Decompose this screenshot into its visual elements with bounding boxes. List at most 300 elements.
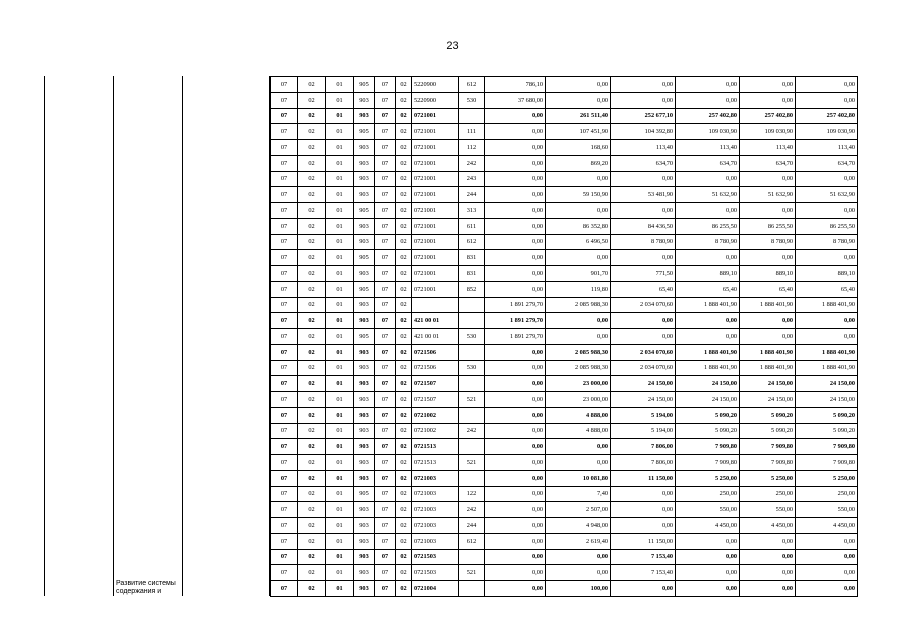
table-cell: 0,00 <box>546 92 611 108</box>
table-cell: 0,00 <box>546 439 611 455</box>
table-cell: 0,00 <box>485 218 546 234</box>
table-cell: 0,00 <box>611 250 676 266</box>
table-cell: 02 <box>396 407 412 423</box>
table-cell: 521 <box>459 392 485 408</box>
table-cell: 07 <box>375 171 396 187</box>
table-cell: 112 <box>459 140 485 156</box>
table-cell: 0721002 <box>412 423 459 439</box>
table-cell: 01 <box>326 486 354 502</box>
table-cell: 1 888 401,90 <box>796 297 858 313</box>
table-cell: 02 <box>396 297 412 313</box>
table-cell: 0,00 <box>796 313 858 329</box>
table-cell: 905 <box>354 250 375 266</box>
table-cell: 634,70 <box>611 155 676 171</box>
table-row <box>271 313 858 329</box>
table-cell: 0721513 <box>412 439 459 455</box>
table-cell: 7 909,80 <box>676 439 740 455</box>
table-cell: 07 <box>271 234 298 250</box>
table-cell: 6 496,50 <box>546 234 611 250</box>
table-cell: 07 <box>271 187 298 203</box>
table-cell: 0721001 <box>412 187 459 203</box>
table-row <box>271 470 858 486</box>
table-cell: 0,00 <box>740 203 796 219</box>
table-cell: 0,00 <box>676 533 740 549</box>
table-cell: 02 <box>396 581 412 597</box>
table-cell: 0,00 <box>676 581 740 597</box>
table-cell: 07 <box>271 565 298 581</box>
table-cell: 250,00 <box>796 486 858 502</box>
table-cell: 8 780,90 <box>740 234 796 250</box>
table-cell: 02 <box>396 533 412 549</box>
table-cell: 07 <box>375 266 396 282</box>
table-cell: 5 250,00 <box>676 470 740 486</box>
table-row <box>271 218 858 234</box>
table-row <box>271 455 858 471</box>
table-cell: 07 <box>271 376 298 392</box>
table-cell: 530 <box>459 92 485 108</box>
table-cell: 7 909,80 <box>740 455 796 471</box>
table-cell: 242 <box>459 155 485 171</box>
table-cell: 612 <box>459 533 485 549</box>
table-cell: 7,40 <box>546 486 611 502</box>
table-cell: 0,00 <box>611 486 676 502</box>
table-cell: 0,00 <box>611 203 676 219</box>
table-cell: 0721001 <box>412 234 459 250</box>
table-cell: 07 <box>271 108 298 124</box>
table-cell: 07 <box>375 140 396 156</box>
table-cell: 903 <box>354 407 375 423</box>
table-cell: 1 888 401,90 <box>740 297 796 313</box>
table-row <box>271 518 858 534</box>
table-cell: 0,00 <box>676 203 740 219</box>
table-cell: 02 <box>396 565 412 581</box>
table-cell: 903 <box>354 502 375 518</box>
table-cell: 0,00 <box>676 313 740 329</box>
table-cell: 612 <box>459 234 485 250</box>
table-cell: 0,00 <box>740 565 796 581</box>
table-cell: 0,00 <box>485 581 546 597</box>
table-cell: 0,00 <box>796 549 858 565</box>
table-cell: 07 <box>271 486 298 502</box>
table-cell: 07 <box>271 518 298 534</box>
table-cell: 0,00 <box>611 77 676 93</box>
table-cell: 5220900 <box>412 77 459 93</box>
table-cell: 07 <box>375 423 396 439</box>
table-cell: 02 <box>396 313 412 329</box>
table-cell: 07 <box>375 187 396 203</box>
table-cell: 07 <box>375 470 396 486</box>
table-cell: 02 <box>298 92 326 108</box>
table-cell: 889,10 <box>740 266 796 282</box>
table-cell: 01 <box>326 203 354 219</box>
table-cell <box>459 439 485 455</box>
table-cell: 02 <box>298 124 326 140</box>
table-row <box>271 439 858 455</box>
table-cell: 07 <box>271 502 298 518</box>
table-cell: 24 150,00 <box>796 376 858 392</box>
table-cell: 07 <box>271 77 298 93</box>
table-row <box>271 423 858 439</box>
table-row <box>271 203 858 219</box>
table-cell: 02 <box>298 313 326 329</box>
table-cell: 0,00 <box>740 77 796 93</box>
table-cell: 07 <box>271 218 298 234</box>
table-cell: 5 250,00 <box>796 470 858 486</box>
table-cell: 0721001 <box>412 281 459 297</box>
table-cell <box>459 108 485 124</box>
table-cell: 24 150,00 <box>611 376 676 392</box>
table-row <box>271 407 858 423</box>
table-cell: 831 <box>459 266 485 282</box>
table-cell: 611 <box>459 218 485 234</box>
table-cell: 01 <box>326 407 354 423</box>
table-cell: 07 <box>271 155 298 171</box>
table-cell: 02 <box>396 344 412 360</box>
table-cell: 0,00 <box>485 407 546 423</box>
table-cell: 02 <box>396 423 412 439</box>
table-cell: 0721507 <box>412 376 459 392</box>
table-cell: 903 <box>354 533 375 549</box>
table-cell: 903 <box>354 518 375 534</box>
table-cell: 0,00 <box>676 549 740 565</box>
table-cell: 0721506 <box>412 344 459 360</box>
table-cell: 113,40 <box>611 140 676 156</box>
table-cell: 01 <box>326 455 354 471</box>
table-cell: 07 <box>271 423 298 439</box>
table-cell: 07 <box>375 486 396 502</box>
table-cell: 905 <box>354 281 375 297</box>
table-cell: 07 <box>271 549 298 565</box>
table-cell: 0,00 <box>611 171 676 187</box>
table-cell: 0,00 <box>796 77 858 93</box>
table-cell: 119,80 <box>546 281 611 297</box>
table-cell: 01 <box>326 187 354 203</box>
table-row <box>271 486 858 502</box>
table-cell: 01 <box>326 549 354 565</box>
table-cell: 257 402,80 <box>740 108 796 124</box>
table-cell: 0721001 <box>412 266 459 282</box>
table-cell: 01 <box>326 518 354 534</box>
table-cell: 0,00 <box>611 92 676 108</box>
table-cell: 02 <box>298 486 326 502</box>
table-row <box>271 77 858 93</box>
table-cell: 1 888 401,90 <box>796 344 858 360</box>
table-row <box>271 92 858 108</box>
table-cell: 02 <box>298 140 326 156</box>
table-cell: 5 090,20 <box>740 423 796 439</box>
table-cell: 7 153,40 <box>611 549 676 565</box>
table-cell: 869,20 <box>546 155 611 171</box>
table-cell: 0721003 <box>412 486 459 502</box>
table-cell: 903 <box>354 392 375 408</box>
table-cell: 07 <box>375 360 396 376</box>
table-cell: 0,00 <box>485 423 546 439</box>
table-cell: 0,00 <box>546 565 611 581</box>
table-cell: 0,00 <box>611 313 676 329</box>
table-cell: 07 <box>271 392 298 408</box>
table-cell: 0721003 <box>412 533 459 549</box>
budget-table-body <box>271 77 858 597</box>
table-cell: 903 <box>354 565 375 581</box>
left-label-table <box>44 76 270 596</box>
table-cell: 24 150,00 <box>676 392 740 408</box>
table-cell: 07 <box>271 533 298 549</box>
table-cell: 113,40 <box>796 140 858 156</box>
table-cell: 2 085 988,30 <box>546 344 611 360</box>
left-col-2 <box>114 76 183 596</box>
table-row <box>271 360 858 376</box>
table-cell: 02 <box>298 171 326 187</box>
table-cell: 01 <box>326 297 354 313</box>
table-cell: 0,00 <box>485 281 546 297</box>
table-cell: 0721503 <box>412 565 459 581</box>
table-cell: 07 <box>375 124 396 140</box>
table-cell: 244 <box>459 187 485 203</box>
table-cell: 01 <box>326 140 354 156</box>
table-cell <box>459 407 485 423</box>
table-cell: 01 <box>326 376 354 392</box>
table-cell: 0,00 <box>485 155 546 171</box>
table-cell: 02 <box>396 108 412 124</box>
table-cell: 07 <box>271 140 298 156</box>
table-cell: 903 <box>354 297 375 313</box>
table-cell: 0,00 <box>546 250 611 266</box>
table-cell: 0,00 <box>740 171 796 187</box>
table-cell: 07 <box>375 439 396 455</box>
table-cell: 0,00 <box>611 581 676 597</box>
table-cell: 5 090,20 <box>676 407 740 423</box>
table-cell: 0,00 <box>611 502 676 518</box>
table-cell: 02 <box>396 329 412 345</box>
table-cell: 852 <box>459 281 485 297</box>
table-cell: 521 <box>459 455 485 471</box>
table-cell: 02 <box>298 533 326 549</box>
table-cell: 261 511,40 <box>546 108 611 124</box>
table-cell: 23 000,00 <box>546 376 611 392</box>
table-cell: 0721507 <box>412 392 459 408</box>
table-cell: 02 <box>396 77 412 93</box>
table-cell: 889,10 <box>676 266 740 282</box>
table-cell: 65,40 <box>740 281 796 297</box>
table-cell: 07 <box>271 203 298 219</box>
table-cell: 0,00 <box>485 360 546 376</box>
table-cell: 2 034 070,60 <box>611 360 676 376</box>
table-cell: 0721003 <box>412 502 459 518</box>
table-row <box>271 565 858 581</box>
table-cell: 634,70 <box>796 155 858 171</box>
table-cell: 02 <box>298 392 326 408</box>
table-cell: 02 <box>396 187 412 203</box>
table-cell: 07 <box>375 518 396 534</box>
table-cell: 0,00 <box>485 565 546 581</box>
table-cell: 0,00 <box>485 234 546 250</box>
table-cell: 4 888,00 <box>546 423 611 439</box>
table-cell: 122 <box>459 486 485 502</box>
table-cell: 1 888 401,90 <box>796 360 858 376</box>
table-cell: 02 <box>298 455 326 471</box>
table-cell: 1 891 279,70 <box>485 329 546 345</box>
table-cell: 250,00 <box>676 486 740 502</box>
table-cell: 5 090,20 <box>796 407 858 423</box>
table-cell: 02 <box>396 502 412 518</box>
table-cell: 02 <box>298 77 326 93</box>
table-cell: 5 090,20 <box>740 407 796 423</box>
table-cell: 109 030,90 <box>796 124 858 140</box>
table-cell: 771,50 <box>611 266 676 282</box>
table-cell: 5220900 <box>412 92 459 108</box>
table-cell: 0,00 <box>740 329 796 345</box>
table-cell: 02 <box>298 234 326 250</box>
table-cell: 02 <box>396 376 412 392</box>
table-cell: 4 948,00 <box>546 518 611 534</box>
table-cell <box>459 581 485 597</box>
table-cell: 23 000,00 <box>546 392 611 408</box>
table-row <box>271 549 858 565</box>
table-cell: 0,00 <box>485 108 546 124</box>
table-cell: 51 632,90 <box>796 187 858 203</box>
table-cell: 01 <box>326 155 354 171</box>
table-cell: 24 150,00 <box>676 376 740 392</box>
table-cell: 0,00 <box>485 502 546 518</box>
table-cell: 243 <box>459 171 485 187</box>
table-cell: 07 <box>375 92 396 108</box>
table-row <box>271 329 858 345</box>
table-cell: 313 <box>459 203 485 219</box>
table-cell: 01 <box>326 344 354 360</box>
table-cell: 01 <box>326 470 354 486</box>
table-cell: 109 030,90 <box>676 124 740 140</box>
table-cell: 01 <box>326 502 354 518</box>
table-cell: 0,00 <box>485 344 546 360</box>
table-cell: 903 <box>354 344 375 360</box>
table-cell: 1 888 401,90 <box>676 344 740 360</box>
table-cell: 0,00 <box>485 549 546 565</box>
table-cell: 07 <box>271 407 298 423</box>
table-cell: 53 481,90 <box>611 187 676 203</box>
table-cell: 113,40 <box>676 140 740 156</box>
table-cell: 113,40 <box>740 140 796 156</box>
table-cell: 104 392,80 <box>611 124 676 140</box>
table-cell: 242 <box>459 423 485 439</box>
table-cell: 02 <box>298 518 326 534</box>
table-cell <box>412 297 459 313</box>
table-cell: 01 <box>326 218 354 234</box>
table-cell: 903 <box>354 266 375 282</box>
table-cell: 903 <box>354 549 375 565</box>
table-cell: 2 085 988,30 <box>546 297 611 313</box>
table-cell: 24 150,00 <box>740 376 796 392</box>
table-cell: 65,40 <box>611 281 676 297</box>
table-cell: 07 <box>375 218 396 234</box>
table-cell: 01 <box>326 565 354 581</box>
table-cell: 612 <box>459 77 485 93</box>
table-cell: 07 <box>271 171 298 187</box>
table-cell: 7 909,80 <box>740 439 796 455</box>
table-cell: 02 <box>298 203 326 219</box>
table-cell: 24 150,00 <box>796 392 858 408</box>
table-cell: 02 <box>396 281 412 297</box>
table-cell: 02 <box>396 518 412 534</box>
table-cell: 07 <box>271 344 298 360</box>
table-cell: 0,00 <box>485 187 546 203</box>
table-cell: 0,00 <box>546 329 611 345</box>
table-cell: 02 <box>396 439 412 455</box>
table-cell: 24 150,00 <box>740 392 796 408</box>
table-cell: 07 <box>271 266 298 282</box>
table-cell: 0,00 <box>546 203 611 219</box>
table-cell: 0721001 <box>412 171 459 187</box>
table-cell: 905 <box>354 124 375 140</box>
table-cell: 11 150,00 <box>611 533 676 549</box>
table-cell: 903 <box>354 423 375 439</box>
table-cell: 0,00 <box>485 376 546 392</box>
table-cell: 01 <box>326 329 354 345</box>
table-cell: 0,00 <box>740 313 796 329</box>
table-cell: 86 352,80 <box>546 218 611 234</box>
table-cell: 257 402,80 <box>676 108 740 124</box>
table-cell: 0,00 <box>485 171 546 187</box>
table-cell: 51 632,90 <box>676 187 740 203</box>
table-cell: 02 <box>298 360 326 376</box>
table-cell: 0721001 <box>412 218 459 234</box>
table-row <box>271 266 858 282</box>
table-cell: 65,40 <box>676 281 740 297</box>
table-cell: 7 909,80 <box>796 455 858 471</box>
table-cell: 02 <box>396 171 412 187</box>
table-cell: 02 <box>298 549 326 565</box>
table-cell: 01 <box>326 423 354 439</box>
table-cell: 550,00 <box>796 502 858 518</box>
table-cell: 786,10 <box>485 77 546 93</box>
table-cell: 634,70 <box>676 155 740 171</box>
table-cell: 4 450,00 <box>796 518 858 534</box>
table-cell: 903 <box>354 313 375 329</box>
table-cell: 86 255,50 <box>796 218 858 234</box>
table-cell: 01 <box>326 234 354 250</box>
table-cell: 07 <box>271 455 298 471</box>
table-cell: 01 <box>326 77 354 93</box>
table-cell: 2 085 988,30 <box>546 360 611 376</box>
table-row <box>271 281 858 297</box>
table-cell: 1 891 279,70 <box>485 313 546 329</box>
table-cell: 02 <box>298 108 326 124</box>
table-cell: 903 <box>354 581 375 597</box>
table-cell: 0,00 <box>485 518 546 534</box>
table-cell: 02 <box>396 92 412 108</box>
table-cell: 07 <box>375 549 396 565</box>
table-cell <box>459 376 485 392</box>
table-cell: 0,00 <box>676 250 740 266</box>
table-cell: 903 <box>354 234 375 250</box>
table-cell: 0721003 <box>412 470 459 486</box>
table-row <box>271 187 858 203</box>
table-cell: 0,00 <box>485 533 546 549</box>
table-cell: 07 <box>375 565 396 581</box>
table-cell: 0721001 <box>412 140 459 156</box>
table-cell: 0,00 <box>676 329 740 345</box>
table-cell: 65,40 <box>796 281 858 297</box>
table-cell: 831 <box>459 250 485 266</box>
table-cell: 0,00 <box>740 533 796 549</box>
table-cell: 903 <box>354 140 375 156</box>
table-cell: 02 <box>298 423 326 439</box>
table-cell: 5 194,00 <box>611 407 676 423</box>
table-row <box>271 124 858 140</box>
table-cell: 8 780,90 <box>796 234 858 250</box>
table-cell: 02 <box>298 281 326 297</box>
table-cell: 0721004 <box>412 581 459 597</box>
table-cell: 07 <box>375 313 396 329</box>
